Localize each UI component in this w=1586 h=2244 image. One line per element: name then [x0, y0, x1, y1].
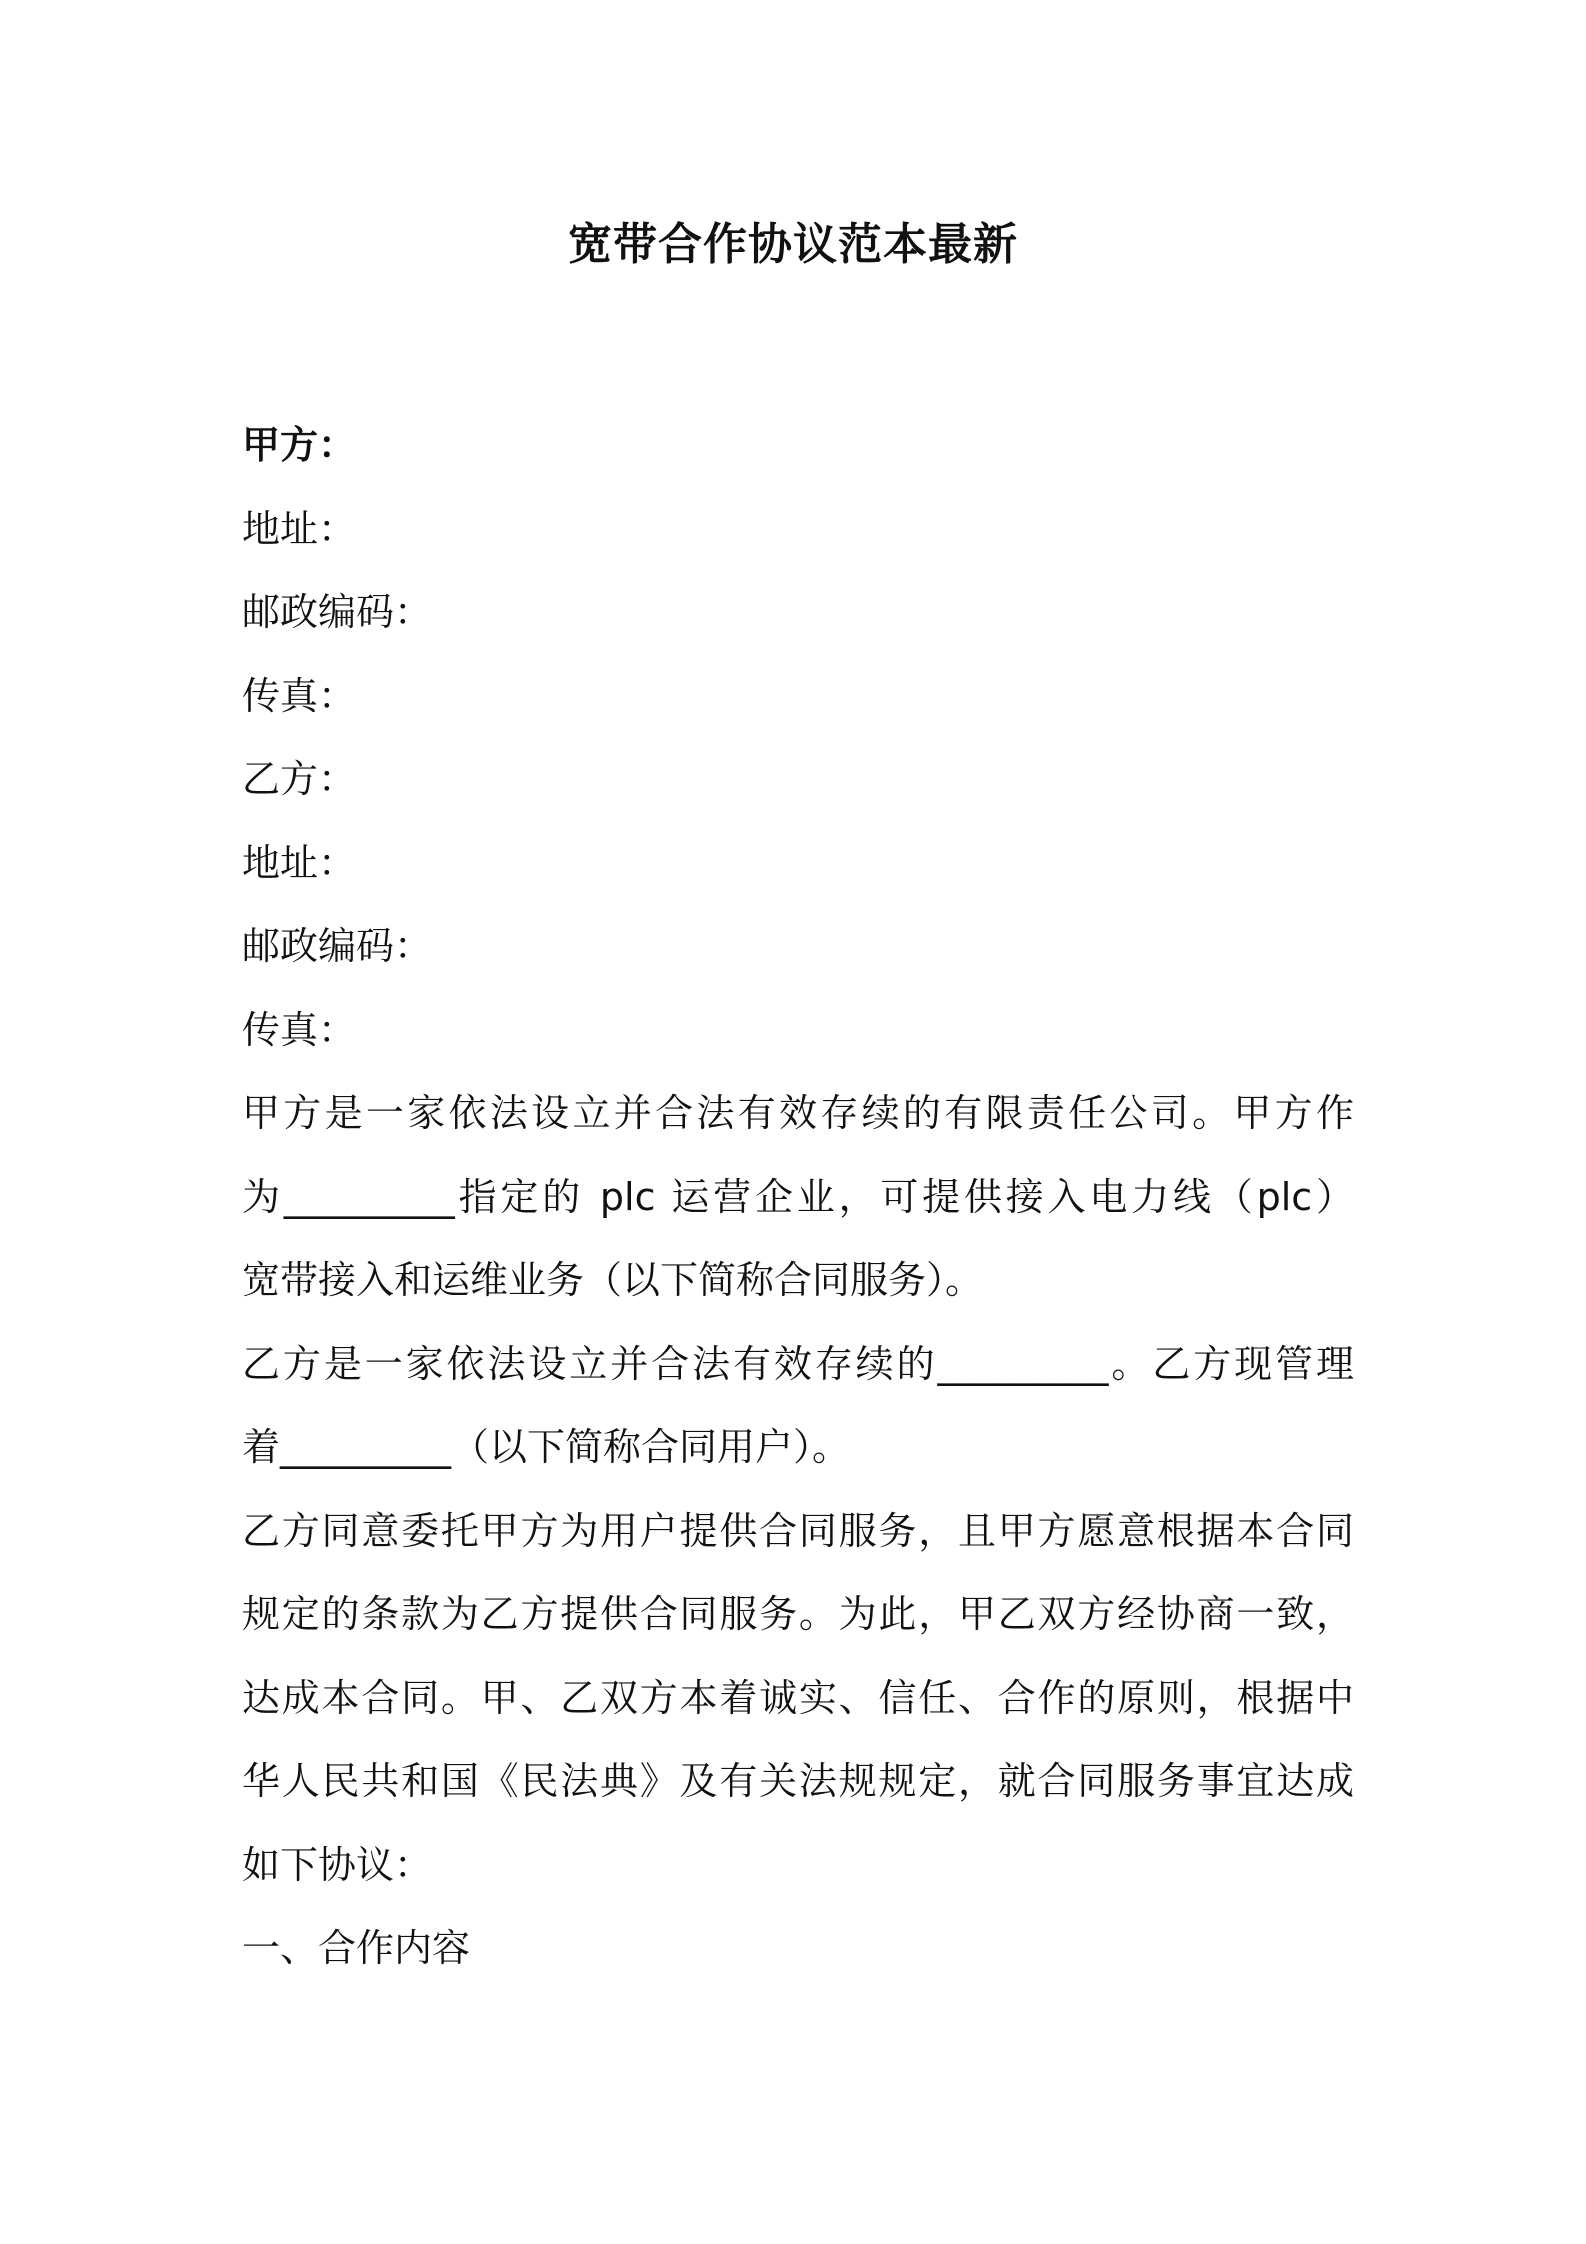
paragraph-agreement-line: 达成本合同。甲、乙双方本着诚实、信任、合作的原则，根据中 — [242, 1675, 1354, 1720]
paragraph-agreement-line: 华人民共和国《民法典》及有关法规规定，就合同服务事宜达成 — [242, 1759, 1354, 1803]
party-b-field: 乙方： — [242, 757, 357, 801]
party-a-fax-field: 传真： — [242, 673, 357, 718]
paragraph-party-a-line: 甲方是一家依法设立并合法有效存续的有限责任公司。甲方作 — [242, 1091, 1354, 1135]
paragraph-agreement-line: 规定的条款为乙方提供合同服务。为此，甲乙双方经协商一致， — [242, 1592, 1354, 1636]
paragraph-agreement-line: 如下协议： — [242, 1842, 433, 1887]
paragraph-party-b-line: 着_________（以下简称合同用户）。 — [242, 1425, 851, 1469]
paragraph-agreement-line: 乙方同意委托甲方为用户提供合同服务，且甲方愿意根据本合同 — [242, 1508, 1354, 1553]
party-a-address-field: 地址： — [242, 506, 357, 551]
paragraph-party-a-line: 宽带接入和运维业务（以下简称合同服务）。 — [242, 1258, 984, 1302]
party-b-fax-field: 传真： — [242, 1007, 357, 1052]
party-b-address-field: 地址： — [242, 840, 357, 885]
document-title: 宽带合作协议范本最新 — [568, 219, 1018, 270]
party-b-postcode-field: 邮政编码： — [242, 924, 433, 968]
section-heading-cooperation: 一、合作内容 — [242, 1926, 471, 1970]
paragraph-party-b-line: 乙方是一家依法设立并合法有效存续的_________。乙方现管理 — [242, 1341, 1354, 1386]
document-body — [242, 404, 1354, 1991]
party-a-field: 甲方： — [242, 423, 357, 467]
paragraph-party-a-line: 为_________指定的 plc 运营企业，可提供接入电力线（plc） — [242, 1174, 1354, 1219]
party-a-postcode-field: 邮政编码： — [242, 590, 433, 634]
